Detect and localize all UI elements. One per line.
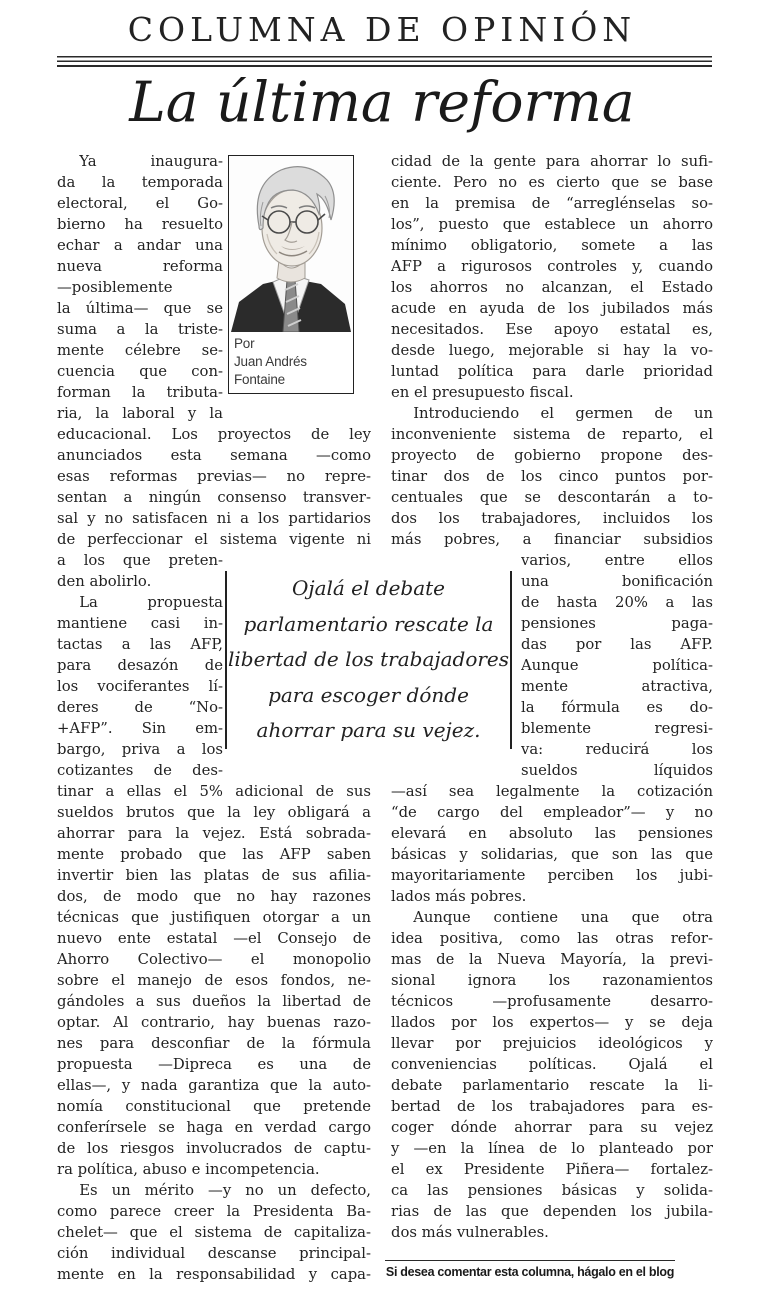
- text-line: sional ignora los razonamientos: [391, 972, 713, 989]
- text-line: proyecto de gobierno propone des-: [391, 447, 713, 464]
- text-line: AFP a rigurosos controles y, cuando: [391, 258, 713, 275]
- text-line: nomía constitucional que pretende: [57, 1098, 371, 1115]
- text-line: mas de la Nueva Mayoría, la previ-: [391, 951, 713, 968]
- body-text-left-narrow-2: [57, 550, 223, 781]
- byline: [229, 332, 353, 393]
- section-kicker: COLUMNA DE OPINIÓN: [127, 10, 637, 49]
- text-line: electoral, el Go-: [57, 195, 223, 212]
- text-line: Aunque política-: [521, 657, 713, 674]
- author-portrait: [228, 155, 354, 394]
- text-line: para desazón de: [57, 657, 223, 674]
- text-line: una bonificación: [521, 573, 713, 590]
- text-line: mínimo obligatorio, somete a las: [391, 237, 713, 254]
- text-line: gándoles a sus dueños la libertad de: [57, 993, 371, 1010]
- text-line: dos más vulnerables.: [391, 1224, 549, 1241]
- text-line: en la premisa de “arreglénselas so-: [391, 195, 713, 212]
- text-line: para escoger dónde: [268, 682, 469, 707]
- text-line: das por las AFP.: [521, 636, 713, 653]
- text-line: mayoritariamente perciben los jubi-: [391, 867, 713, 884]
- text-line: educacional. Los proyectos de ley: [57, 426, 371, 443]
- text-line: nes para desconfiar de la fórmula: [57, 1035, 371, 1052]
- body-text-right-narrow: [521, 550, 713, 781]
- text-line: La propuesta: [79, 594, 223, 611]
- text-line: —así sea legalmente la cotización: [391, 783, 713, 800]
- text-line: +AFP”. Sin em-: [57, 720, 223, 737]
- text-line: mente probado que las AFP saben: [57, 846, 371, 863]
- text-line: en el presupuesto fiscal.: [391, 384, 574, 401]
- article-title: La última reforma: [129, 70, 635, 134]
- text-line: pensiones paga-: [521, 615, 713, 632]
- text-line: técnicas que justifiquen otorgar a un: [57, 909, 371, 926]
- byline-prefix: Por: [234, 336, 255, 351]
- text-line: invertir bien las platas de sus afilia-: [57, 867, 371, 884]
- text-line: nueva reforma: [57, 258, 223, 275]
- text-line: sentan a ningún consenso transver-: [57, 489, 371, 506]
- text-line: anunciados esta semana —como: [57, 447, 371, 464]
- text-line: centuales que se descontarán a to-: [391, 489, 713, 506]
- body-text-left-wide-2: [57, 781, 371, 1285]
- text-line: desde luego, mejorable si hay la vo-: [391, 342, 713, 359]
- text-line: como parece creer la Presidenta Ba-: [57, 1203, 371, 1220]
- text-line: básicas y solidarias, que son las que: [391, 846, 713, 863]
- text-line: tinar a ellas el 5% adicional de sus: [57, 783, 371, 800]
- text-line: “de cargo del empleador”— y no: [391, 804, 713, 821]
- text-line: echar a andar una: [57, 237, 223, 254]
- text-line: chelet— que el sistema de capitaliza-: [57, 1224, 371, 1241]
- text-line: técnicos —profusamente desarro-: [391, 993, 713, 1010]
- text-line: nuevo ente estatal —el Consejo de: [57, 930, 371, 947]
- text-line: llevar por prejuicios ideológicos y: [391, 1035, 713, 1052]
- text-line: Introduciendo el germen de un: [413, 405, 713, 422]
- text-line: de hasta 20% a las: [521, 594, 713, 611]
- text-line: da la temporada: [57, 174, 223, 191]
- text-line: den abolirlo.: [57, 573, 152, 590]
- text-line: tinar dos de los cinco puntos por-: [391, 468, 713, 485]
- text-line: y —en la línea de lo planteado por: [391, 1140, 713, 1157]
- text-line: la última— que se: [57, 300, 223, 317]
- text-line: bargo, priva a los: [57, 741, 223, 758]
- text-line: los ahorros no alcanzan, el Estado: [391, 279, 713, 296]
- text-line: Es un mérito —y no un defecto,: [79, 1182, 371, 1199]
- comment-note: Si desea comentar esta columna, hágalo en el blog: [385, 1260, 675, 1279]
- text-line: ciente. Pero no es cierto que se base: [391, 174, 713, 191]
- pull-quote: [225, 571, 512, 749]
- text-line: cidad de la gente para ahorrar lo sufi-: [391, 153, 713, 170]
- text-line: a los que preten-: [57, 552, 223, 569]
- body-text-left-top: [57, 151, 223, 424]
- text-line: Ahorro Colectivo— el monopolio: [57, 951, 371, 968]
- text-line: llados por los expertos— y se deja: [391, 1014, 713, 1031]
- text-line: ahorrar para la vejez. Está sobrada-: [57, 825, 371, 842]
- text-line: propuesta —Dipreca es una de: [57, 1056, 371, 1073]
- text-line: parlamentario rescate la: [243, 611, 494, 636]
- text-line: Ojalá el debate: [291, 576, 446, 600]
- text-line: de los riesgos involucrados de captu-: [57, 1140, 371, 1157]
- text-line: suma a la triste-: [57, 321, 223, 338]
- text-line: ra política, abuso e incompetencia.: [57, 1161, 320, 1178]
- text-line: Aunque contiene una que otra: [413, 909, 713, 926]
- text-line: la fórmula es do-: [521, 699, 713, 716]
- text-line: lados más pobres.: [391, 888, 527, 905]
- text-line: va: reducirá los: [521, 741, 713, 758]
- text-line: esas reformas previas— no repre-: [57, 468, 371, 485]
- header-rule: [57, 56, 712, 68]
- text-line: idea positiva, como las otras refor-: [391, 930, 713, 947]
- text-line: debate parlamentario rescate la li-: [391, 1077, 713, 1094]
- text-line: deres de “No-: [57, 699, 223, 716]
- text-line: sueldos brutos que la ley obligará a: [57, 804, 371, 821]
- text-line: necesitados. Ese apoyo estatal es,: [391, 321, 713, 338]
- text-line: luntad política para darle prioridad: [391, 363, 713, 380]
- text-line: dos, de modo que no hay razones: [57, 888, 371, 905]
- text-line: acude en ayuda de los jubilados más: [391, 300, 713, 317]
- text-line: optar. Al contrario, hay buenas razo-: [57, 1014, 371, 1031]
- text-line: sueldos líquidos: [521, 762, 713, 779]
- text-line: libertad de los trabajadores: [227, 647, 510, 672]
- text-line: ahorrar para su vejez.: [256, 718, 481, 743]
- text-line: ca las pensiones básicas y solida-: [391, 1182, 713, 1199]
- text-line: forman la tributa-: [57, 384, 223, 401]
- text-line: bierno ha resuelto: [57, 216, 223, 233]
- text-line: sobre el manejo de esos fondos, ne-: [57, 972, 371, 989]
- text-line: más pobres, a financiar subsidios: [391, 531, 713, 548]
- text-line: rias de las que dependen los jubila-: [391, 1203, 713, 1220]
- text-line: mente en la responsabilidad y capa-: [57, 1266, 371, 1283]
- text-line: el ex Presidente Piñera— fortalez-: [391, 1161, 713, 1178]
- text-line: conveniencias políticas. Ojalá el: [391, 1056, 713, 1073]
- body-text-right-wide-2: [391, 781, 713, 1243]
- text-line: dos los trabajadores, incluidos los: [391, 510, 713, 527]
- text-line: blemente regresi-: [521, 720, 713, 737]
- text-line: tactas a las AFP,: [57, 636, 223, 653]
- text-line: elevará en absoluto las pensiones: [391, 825, 713, 842]
- text-line: bertad de los trabajadores para es-: [391, 1098, 713, 1115]
- text-line: coger dónde ahorrar para su vejez: [391, 1119, 713, 1136]
- text-line: cotizantes de des-: [57, 762, 223, 779]
- text-line: varios, entre ellos: [521, 552, 713, 569]
- text-line: mente atractiva,: [521, 678, 713, 695]
- author-portrait-illustration: [229, 156, 353, 332]
- body-text-left-wide-1: [57, 424, 371, 550]
- text-line: —posiblemente: [57, 279, 173, 296]
- byline-author-last: Fontaine: [234, 372, 285, 387]
- text-line: ria, la laboral y la: [57, 405, 223, 422]
- byline-author-first: Juan Andrés: [234, 354, 307, 369]
- text-line: cuencia que con-: [57, 363, 223, 380]
- text-line: mente célebre se-: [57, 342, 223, 359]
- body-text-right-wide-1: [391, 151, 713, 550]
- text-line: ción individual descanse principal-: [57, 1245, 371, 1262]
- text-line: los vociferantes lí-: [57, 678, 223, 695]
- text-line: sal y no satisfacen ni a los partidarios: [57, 510, 371, 527]
- text-line: mantiene casi in-: [57, 615, 223, 632]
- text-line: los”, puesto que establece un ahorro: [391, 216, 713, 233]
- text-line: inconveniente sistema de reparto, el: [391, 426, 713, 443]
- text-line: de perfeccionar el sistema vigente ni: [57, 531, 371, 548]
- text-line: conferírsele se haga en verdad cargo: [57, 1119, 371, 1136]
- text-line: Ya inaugura-: [79, 153, 223, 170]
- text-line: ellas—, y nada garantiza que la auto-: [57, 1077, 371, 1094]
